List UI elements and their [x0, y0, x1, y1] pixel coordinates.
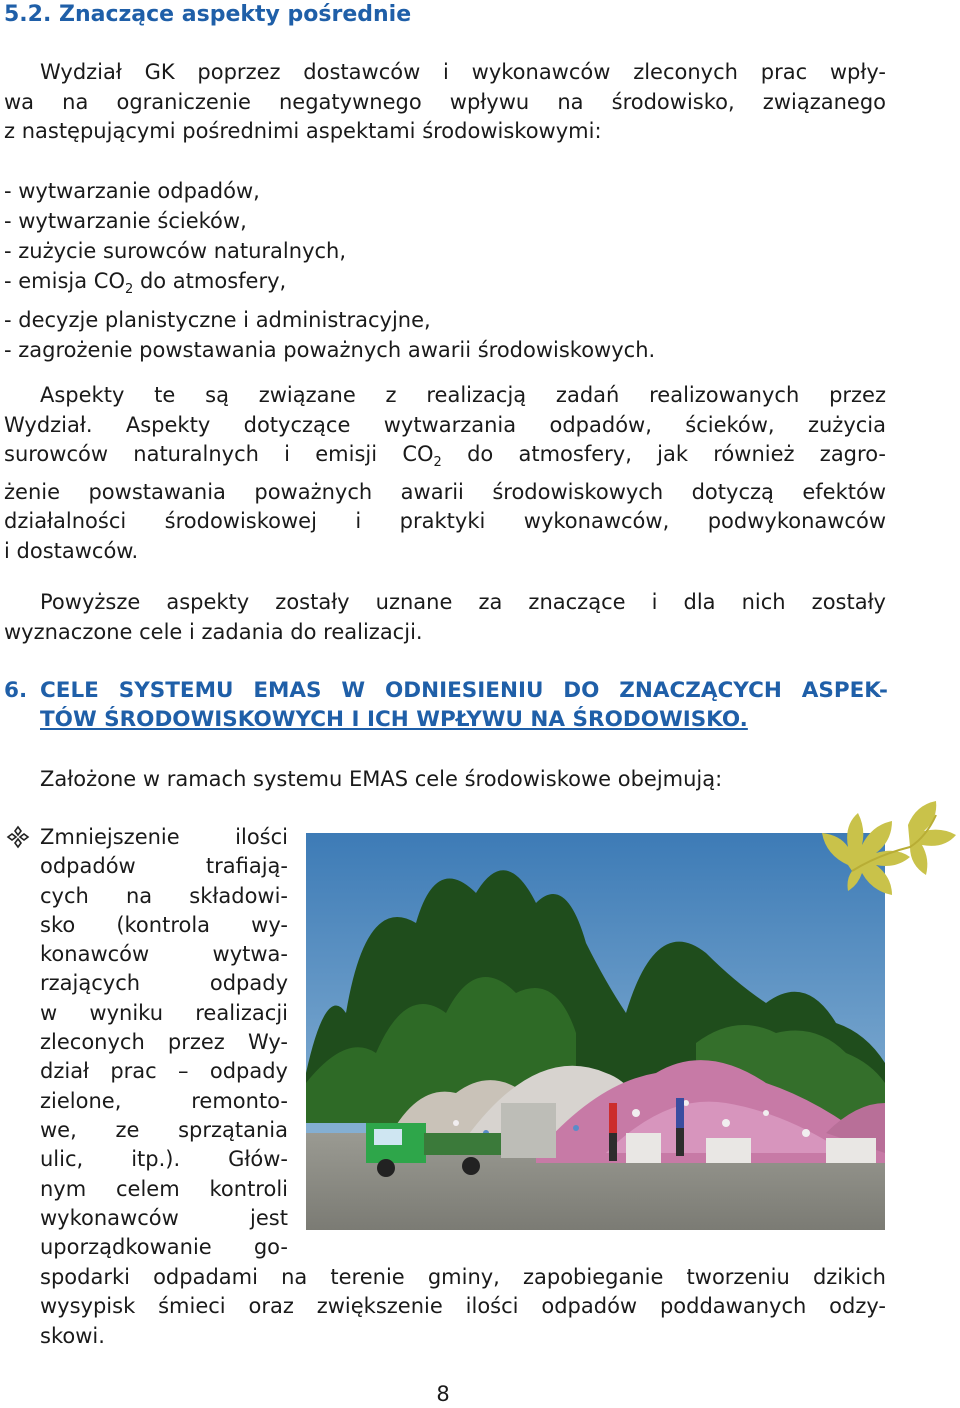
- text-line: dział prac – odpady: [40, 1059, 288, 1084]
- emas-intro: [40, 765, 886, 795]
- section-heading-6: [0, 676, 900, 734]
- section-heading-5-2: 5.2. Znaczące aspekty pośrednie: [4, 2, 412, 27]
- text-line: we, ze sprzątania: [40, 1117, 288, 1142]
- list-item: - emisja $CO_2$ do atmosfery,: [4, 269, 287, 297]
- text-line: cych na składowi-: [40, 883, 288, 908]
- text-line: Założone w ramach systemu EMAS cele środowiskowe obejmują:: [40, 767, 723, 791]
- text-line: nym celem kontroli: [40, 1176, 288, 1201]
- intro-paragraph: [4, 58, 886, 147]
- text-line: w wyniku realizacji: [40, 1000, 288, 1025]
- bullet-text-continuation: [40, 1263, 886, 1351]
- text-line: ulic, itp.). Głów-: [40, 1147, 288, 1172]
- text-line: Powyższe aspekty zostały uznane za znaczące i dla nich zostały: [40, 590, 886, 614]
- text-line: Aspekty te są związane z realizacją zadań realizowanych przez: [40, 383, 886, 407]
- list-item: - zagrożenie powstawania poważnych awarii środowiskowych.: [4, 338, 656, 362]
- conclusion-paragraph: [4, 588, 886, 647]
- text-line: Wydział GK poprzez dostawców i wykonawców zleconych prac wpły-: [40, 60, 886, 84]
- section-title-line: CELE SYSTEMU EMAS W ODNIESIENIU DO ZNACZĄCYCH ASPEK-: [40, 678, 888, 703]
- text-line: działalności środowiskowej i praktyki wykonawców, podwykonawców: [4, 509, 886, 533]
- text-line: wysypisk śmieci oraz zwiększenie ilości odpadów poddawanych odzy-: [40, 1294, 886, 1319]
- page-number: 8: [436, 1382, 450, 1406]
- section-title-line: TÓW ŚRODOWISKOWYCH I ICH WPŁYWU NA ŚRODOWISKO.: [40, 707, 748, 732]
- list-item: - wytwarzanie ścieków,: [4, 209, 247, 233]
- text-line: rzających odpady: [40, 971, 288, 996]
- text-line: i dostawców.: [4, 538, 139, 563]
- text-line: wyznaczone cele i zadania do realizacji.: [4, 619, 423, 644]
- aspects-list: [4, 176, 884, 365]
- diamond-bullet-icon: [6, 825, 30, 849]
- text-line: wykonawców jest: [40, 1205, 288, 1230]
- text-line: zleconych przez Wy-: [40, 1030, 288, 1055]
- section-number: 6.: [4, 678, 28, 703]
- list-item: - decyzje planistyczne i administracyjne,: [4, 308, 431, 332]
- text-line: uporządkowanie go-: [40, 1235, 288, 1260]
- bullet-text-column: [40, 823, 288, 1262]
- list-item: - zużycie surowców naturalnych,: [4, 239, 347, 263]
- text-line: spodarki odpadami na terenie gminy, zapobieganie tworzeniu dzikich: [40, 1265, 886, 1289]
- text-line: wa na ograniczenie negatywnego wpływu na środowisko, związanego: [4, 89, 886, 114]
- text-line: żenie powstawania poważnych awarii środowiskowych dotyczą efektów: [4, 479, 886, 504]
- parsley-leaf-ornament: [818, 795, 960, 905]
- text-line: z następującymi pośrednimi aspektami środowiskowymi:: [4, 119, 602, 143]
- text-line: zielone, remonto-: [40, 1088, 288, 1113]
- text-line: Wydział. Aspekty dotyczące wytwarzania odpadów, ścieków, zużycia: [4, 412, 886, 437]
- aspects-paragraph: [4, 381, 886, 566]
- text-line: konawców wytwa-: [40, 942, 288, 967]
- text-line: odpadów trafiają-: [40, 854, 288, 879]
- text-line: skowi.: [40, 1323, 105, 1348]
- photo-waste-sorting-site: [306, 833, 885, 1230]
- list-item: - wytwarzanie odpadów,: [4, 179, 260, 203]
- text-line: surowców naturalnych i emisji $CO_2$ do atmosfery, jak również zagro-: [4, 442, 887, 470]
- text-line: sko (kontrola wy-: [40, 912, 288, 937]
- text-line: Zmniejszenie ilości: [40, 825, 288, 849]
